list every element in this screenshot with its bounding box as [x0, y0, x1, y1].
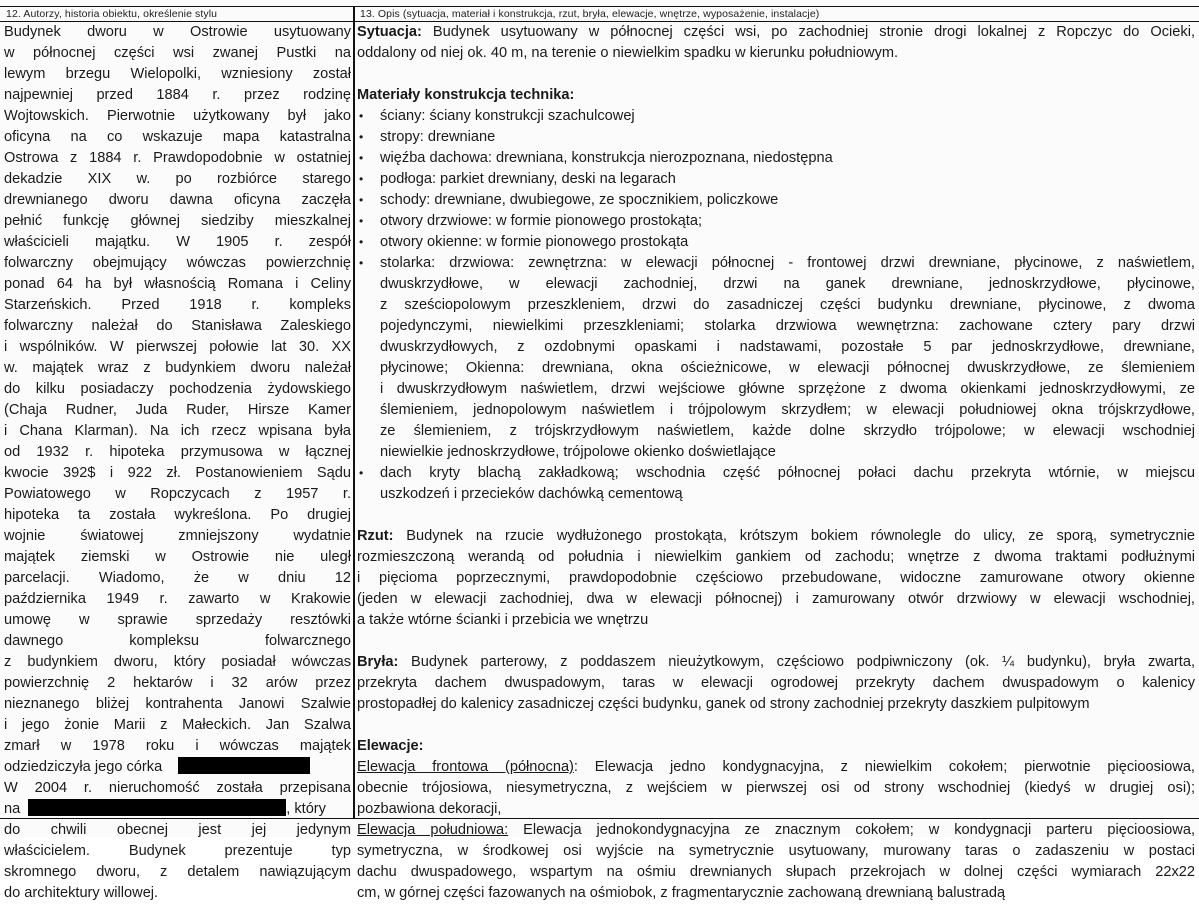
history-line: i Chana Klarman). Na ich rzecz wpisana była [4, 423, 351, 439]
bullet-glyph: • [359, 235, 364, 249]
history-line: W 2004 r. nieruchomość została przepisana [4, 780, 351, 796]
history-line: zmarł w 1978 roku i wówczas majątek [4, 738, 351, 754]
history-line: właścicieli majątku. W 1905 r. zespół [4, 234, 351, 250]
history-line: do chwili obecnej jest jej jedynym [4, 822, 351, 838]
rzut-text: Budynek na rzucie wydłużonego prostokąta, krótszym bokiem równolegle do ulicy, ze sporą, symetrycznie [393, 528, 1195, 544]
history-line: dekadzie XIX w. po rozbiórce starego [4, 171, 351, 187]
materialy-item-line [357, 421, 1195, 442]
history-line: oficyna na co wskazuje mapa katastralna [4, 129, 351, 145]
redacted-owner-block [28, 799, 286, 816]
materialy-item-line [357, 442, 1195, 463]
elewacje-heading: Elewacje: [357, 738, 424, 754]
materialy-item-line [357, 232, 1195, 253]
materialy-item-text: z sześciopolowym przeszkleniem, drzwi do zasadniczej części budynku drewniane, płycinowe, z dwoma [380, 297, 1195, 313]
materialy-item-text: otwory okienne: w formie pionowego prostokąta [380, 234, 689, 250]
history-line: do kilku posiadaczy pochodzenia żydowskiego [4, 381, 351, 397]
materialy-item-line [357, 379, 1195, 400]
materialy-item-text: stolarka: drzwiowa: zewnętrzna: w elewacji północnej - frontowej drzwi drewniane, płycinowe, z naświetlem, [380, 255, 1195, 271]
rzut-label: Rzut: [357, 528, 394, 544]
materialy-item-text: ściany: ściany konstrukcji szachulcowej [380, 108, 635, 124]
history-line: (Chaja Rudner, Juda Ruder, Hirsze Kamer [4, 402, 351, 418]
history-line: października 1949 r. zawarto w Krakowie [4, 591, 351, 607]
bullet-glyph: • [359, 130, 364, 144]
materialy-item-text: ze ślemieniem, z trójskrzydłowym naświetlem, każde dolne skrzydło trójpolowe; w elewacji wschodniej [380, 423, 1195, 439]
history-line: ponad 64 ha był własnością Romana i Celiny [4, 276, 351, 292]
elewacja-poludniowa-line [357, 820, 1195, 841]
description-text [357, 22, 1195, 904]
elewacja-poludniowa-label: Elewacja południowa: [357, 822, 509, 838]
materialy-item-text: stropy: drewniane [380, 129, 496, 145]
materialy-item-line [357, 400, 1195, 421]
history-line [4, 799, 351, 820]
materialy-item-text: podłoga: parkiet drewniany, deski na legarach [380, 171, 676, 187]
elewacja-frontowa-text: pozbawiona dekoracji, [357, 801, 502, 817]
materialy-item-line [357, 316, 1195, 337]
elewacja-frontowa-text: obecnie trójosiowa, niesymetryczna, z wejściem w pierwszej osi od strony wschodniej (kiedyś w drugiej osi); [357, 780, 1195, 796]
materialy-item-line [357, 253, 1195, 274]
history-line: folwarczny należał do Stanisława Zaleskiego [4, 318, 351, 334]
sytuacja-line [357, 43, 1195, 64]
elewacja-frontowa-line [357, 757, 1195, 778]
history-line: folwarczny obejmujący wówczas powierzchnię [4, 255, 351, 271]
history-line: Powiatowego w Ropczycach z 1957 r. [4, 486, 351, 502]
rzut-line [357, 547, 1195, 568]
materialy-item-line [357, 484, 1195, 505]
elewacja-poludniowa-line [357, 883, 1195, 904]
rzut-text: i pięcioma poprzecznymi, prawdopodobnie częściowo przebudowane, widoczne zamurowane otwory okienne [357, 570, 1195, 586]
history-line: i jego żonie Marii z Małeckich. Jan Szalwa [4, 717, 351, 733]
elewacja-poludniowa-line [357, 862, 1195, 883]
history-line: umowę w sprawie sprzedaży resztówki [4, 612, 351, 628]
redacted-name-block [178, 757, 310, 774]
history-line: Starzeńskich. Przed 1918 r. kompleks [4, 297, 351, 313]
rzut-line [357, 610, 1195, 631]
rzut-line [357, 589, 1195, 610]
materialy-item-text: dwuskrzydłowe, w elewacji zachodniej, drzwi na ganek drewniane, jednoskrzydłowe, płycinowe, [380, 276, 1195, 292]
bryla-line [357, 694, 1195, 715]
history-line: hipoteka ta została wykreślona. Po drugiej [4, 507, 351, 523]
materialy-item-line [357, 148, 1195, 169]
materialy-item-line [357, 127, 1195, 148]
materialy-item-text: dach kryty blachą zakładkową; wschodnia część północnej połaci dachu przekryta wtórnie, w miejscu [380, 465, 1195, 481]
materialy-item-line [357, 463, 1195, 484]
spacer [357, 64, 1195, 85]
materialy-item-text: niewielkie jednoskrzydłowe, trójpolowe okienko doświetlające [380, 444, 776, 460]
materialy-item-text: ślemieniem, jednopolowym naświetlem i trójpolowym skrzydłem; w elewacji południowej okna trójskrzydłowe, [380, 402, 1195, 418]
elewacja-poludniowa-text: Elewacja jednokondygnacyjna ze znacznym cokołem; w kondygnacji parteru pięcioosiowa, [508, 822, 1195, 838]
materialy-item-text: pojedynczymi, niewielkimi przeszkleniami; stolarka drzwiowa wewnętrzna: zachowane cztery pary drzwi [380, 318, 1195, 334]
history-line: Ostrowa z 1884 r. Prawdopodobnie w ostatniej [4, 150, 351, 166]
rzut-text: a także wtórne ścianki i przebicia we wnętrzu [357, 612, 649, 628]
bryla-text: Budynek parterowy, z poddaszem nieużytkowym, częściowo podpiwniczony (ok. ¼ budynku), bryła zwarta, [398, 654, 1195, 670]
left-section-header: 12. Autorzy, historia obiektu, określenie stylu [6, 8, 218, 20]
history-line: w północnej części wsi zwanej Pustki na [4, 45, 351, 61]
history-line: w. majątek wraz z budynkiem dworu należał [4, 360, 351, 376]
history-line: Wojtowskich. Pierwotnie użytkowany był jako [4, 108, 351, 124]
materialy-item-text: dwuskrzydłowych, z ozdobnymi opaskami i nadstawami, pozostałe 5 par jednoskrzydłowe, drewniane, [380, 339, 1195, 355]
history-line: z budynkiem dworu, który posiadał wówczas [4, 654, 351, 670]
rzut-line [357, 526, 1195, 547]
history-line: do architektury willowej. [4, 885, 159, 901]
bullet-glyph: • [359, 109, 364, 123]
sytuacja-text: Budynek usytuowany w północnej części wsi, po zachodniej stronie drogi lokalnej z Ropczyc do Ocieki, [421, 24, 1195, 40]
history-line: skromnego dworu, z detalem nawiązującym [4, 864, 351, 880]
materialy-heading: Materiały konstrukcja technika: [357, 87, 575, 103]
column-divider [353, 6, 355, 818]
materialy-item-text: otwory drzwiowe: w formie pionowego prostokąta; [380, 213, 703, 229]
history-line-text: odziedziczyła jego córka [4, 759, 163, 775]
materialy-item-line [357, 295, 1195, 316]
history-line: lewym brzegu Wielopolki, wzniesiony został [4, 66, 351, 82]
bullet-glyph: • [359, 256, 364, 270]
materialy-item-line [357, 106, 1195, 127]
spacer [357, 505, 1195, 526]
history-line: dawnego kompleksu folwarcznego [4, 633, 351, 649]
rzut-text: (jeden w elewacji zachodniej, dwa w elewacji północnej) i zamurowany otwór drzwiowy w elewacji wschodniej, [357, 591, 1195, 607]
rzut-line [357, 568, 1195, 589]
bullet-glyph: • [359, 151, 364, 165]
bullet-glyph: • [359, 214, 364, 228]
materialy-item-line [357, 274, 1195, 295]
history-line: majątek ziemski w Ostrowie nie uległ [4, 549, 351, 565]
materialy-item-line [357, 358, 1195, 379]
bryla-text: prostopadłej do kalenicy zasadniczej części budynku, ganek od strony zachodniej przekryty daszkiem pulpitowym [357, 696, 1090, 712]
bullet-glyph: • [359, 172, 364, 186]
history-line: powierzchnię 2 hektarów i 32 arów przez [4, 675, 351, 691]
materialy-item-line [357, 169, 1195, 190]
bryla-text: przekryta dachem dwuspadowym, taras w elewacji ogrodowej przekryty dachem dwuspadowym o kalenicy [357, 675, 1195, 691]
bryla-line [357, 652, 1195, 673]
materialy-item-line [357, 190, 1195, 211]
bullet-glyph: • [359, 466, 364, 480]
history-line [4, 757, 351, 778]
history-line: najpewniej przed 1884 r. przez rodzinę [4, 87, 351, 103]
sytuacja-text: oddalony od niej ok. 40 m, na terenie o niewielkim spadku w kierunku południowym. [357, 45, 899, 61]
history-line-text: na [4, 801, 21, 817]
sytuacja-label: Sytuacja: [357, 24, 422, 40]
top-border [0, 6, 1199, 7]
materialy-item-text: płycinowe; Okienna: drewniana, okna ościeżnicowe, w elewacji północnej dwuskrzydłowe, ze ślemieniem [380, 360, 1195, 376]
elewacja-frontowa-text: : Elewacja jedno kondygnacyjna, z niewielkim cokołem; pierwotnie pięcioosiowa, [573, 759, 1195, 775]
history-line-text: , który [286, 801, 326, 817]
elewacja-frontowa-line [357, 799, 1195, 820]
history-line: wojnie światowej zmniejszony wydatnie [4, 528, 351, 544]
materialy-item-text: schody: drewniane, dwubiegowe, ze spocznikiem, policzkowe [380, 192, 779, 208]
rzut-text: rozmieszczoną werandą od południa i niewielkim gankiem od zachodu; wnętrze z dwoma traktami podłużnymi [357, 549, 1195, 565]
materialy-item-text: więźba dachowa: drewniana, konstrukcja nierozpoznana, niedostępna [380, 150, 833, 166]
elewacja-poludniowa-text: symetryczna, w środkowej osi wyjście na symetrycznie usytuowany, murowany taras o zadaszeniu w postaci [357, 843, 1195, 859]
history-line: kwocie 392$ i 922 zł. Postanowieniem Sądu [4, 465, 351, 481]
elewacja-frontowa-label: Elewacja frontowa (północna) [357, 759, 574, 775]
elewacja-poludniowa-text: dachu dwuspadowego, wspartym na ośmiu drewnianych słupach przekrojach w dolnej części wymiarach 22x22 [357, 864, 1195, 880]
materialy-item-line [357, 211, 1195, 232]
spacer [357, 715, 1195, 736]
bullet-glyph: • [359, 193, 364, 207]
history-line: właścicielem. Budynek prezentuje typ [4, 843, 351, 859]
materialy-item-text: i dwuskrzydłowym naświetlem, drzwi wejściowe główne sprzężone z dwoma okienkami jednoskrzydłowymi, ze [380, 381, 1195, 397]
spacer [357, 631, 1195, 652]
history-text [4, 22, 351, 904]
history-line: i wspólników. W pierwszej połowie lat 30. XX [4, 339, 351, 355]
elewacja-poludniowa-text: cm, w górnej części fazowanych na ośmiobok, z fragmentarycznie zachowaną drewnianą balustradą [357, 885, 1006, 901]
sytuacja-line [357, 22, 1195, 43]
materialy-item-line [357, 337, 1195, 358]
elewacja-frontowa-line [357, 778, 1195, 799]
history-line: nieznanego bliżej kontrahenta Janowi Szalwie [4, 696, 351, 712]
right-section-header: 13. Opis (sytuacja, materiał i konstrukcja, rzut, bryła, elewacje, wnętrze, wyposażenie, instalacje) [360, 8, 820, 20]
history-line: Budynek dworu w Ostrowie usytuowany [4, 24, 351, 40]
materialy-item-text: uszkodzeń i przecieków dachówką cementową [380, 486, 683, 502]
history-line: drewnianego dworu dawna oficyna zaczęła [4, 192, 351, 208]
history-line: parcelacji. Wiadomo, że w dniu 12 [4, 570, 351, 586]
bryla-label: Bryła: [357, 654, 399, 670]
history-line: pełnić funkcję głównej siedziby mieszkalnej [4, 213, 351, 229]
history-line: od 1932 r. hipoteka przymusowa w łącznej [4, 444, 351, 460]
elewacja-poludniowa-line [357, 841, 1195, 862]
bryla-line [357, 673, 1195, 694]
